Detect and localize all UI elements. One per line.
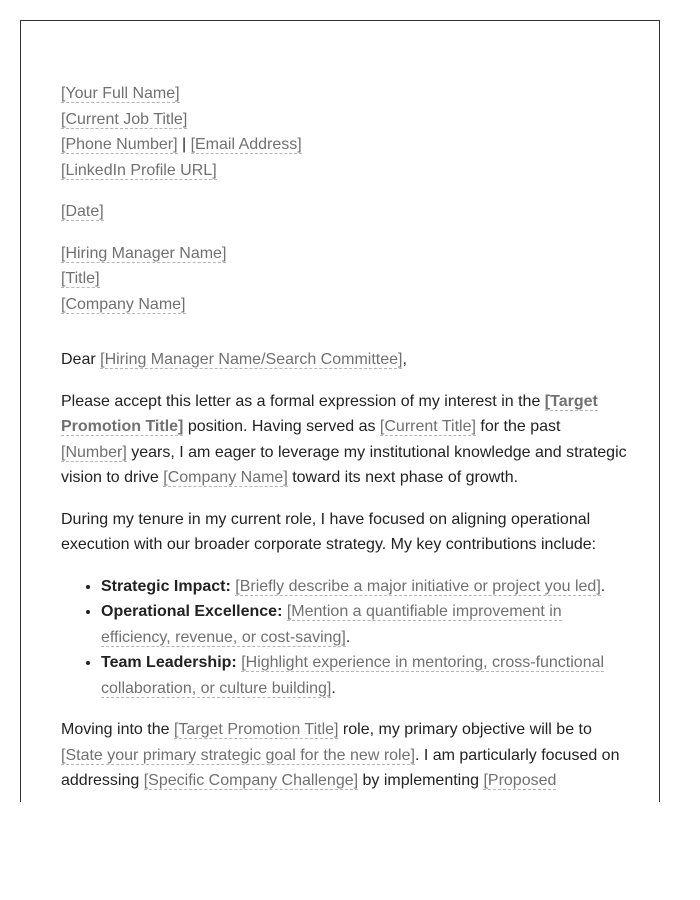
- recipient-manager-placeholder[interactable]: [Hiring Manager Name]: [61, 244, 227, 262]
- letter-page: [20, 20, 660, 802]
- objective-paragraph: [61, 717, 627, 794]
- date-placeholder[interactable]: [Date]: [61, 203, 104, 220]
- tenure-paragraph: During my tenure in my current role, I have focused on aligning operational execution with our broader corporate strategy. My key contributions include:: [61, 510, 597, 553]
- salutation-prefix: Dear: [61, 351, 101, 368]
- contribution-label: Strategic Impact:: [101, 577, 231, 595]
- objective-text-3: . I am particularly focused on addressing: [61, 746, 620, 789]
- salutation-suffix: ,: [402, 351, 407, 368]
- sender-phone-placeholder[interactable]: [Phone Number]: [61, 136, 178, 153]
- goal-placeholder[interactable]: [State your primary strategic goal for the new role]: [61, 746, 415, 764]
- objective-text-1: Moving into the: [61, 721, 174, 738]
- objective-text-2: role, my primary objective will be to: [338, 721, 592, 738]
- recipient-company-placeholder[interactable]: [Company Name]: [61, 295, 186, 313]
- contribution-placeholder[interactable]: [Highlight experience in mentoring, cross-functional collaboration, or culture building]: [101, 654, 605, 697]
- recipient-block: [61, 241, 627, 318]
- number-placeholder[interactable]: [Number]: [61, 443, 127, 461]
- list-item: [101, 574, 627, 600]
- contributions-list: [61, 574, 627, 702]
- contribution-end: .: [600, 577, 606, 595]
- list-item: [101, 599, 627, 650]
- date-block: [61, 199, 627, 225]
- target-title-placeholder-2[interactable]: [Target Promotion Title]: [173, 721, 339, 738]
- intro-text-4: years, I am eager to leverage my institutional knowledge and strategic vision to drive: [61, 443, 627, 486]
- current-title-placeholder[interactable]: [Current Title]: [379, 418, 476, 435]
- intro-text-1: Please accept this letter as a formal expression of my interest in the: [61, 392, 545, 410]
- objective-text-4: by implementing: [358, 772, 484, 789]
- company-name-placeholder[interactable]: [Company Name]: [163, 469, 288, 486]
- salutation: [61, 347, 627, 373]
- contribution-end: .: [331, 679, 336, 697]
- recipient-title-placeholder[interactable]: [Title]: [61, 270, 100, 287]
- intro-text-5: toward its next phase of growth.: [287, 469, 519, 486]
- intro-paragraph: [61, 389, 627, 491]
- contact-separator: |: [177, 136, 191, 153]
- sender-linkedin-placeholder[interactable]: [LinkedIn Profile URL]: [61, 161, 217, 179]
- contribution-placeholder[interactable]: [Briefly describe a major initiative or project you led]: [235, 577, 601, 595]
- contribution-placeholder[interactable]: [Mention a quantifiable improvement in efficiency, revenue, or cost-saving]: [101, 603, 562, 646]
- intro-text-3: for the past: [475, 418, 561, 435]
- letter-content: [61, 81, 627, 794]
- target-title-placeholder[interactable]: [Target Promotion Title]: [61, 392, 598, 435]
- sender-full-name-placeholder[interactable]: [Your Full Name]: [61, 85, 180, 102]
- contribution-label: Operational Excellence:: [101, 603, 283, 620]
- proposed-placeholder[interactable]: [Proposed: [483, 772, 557, 789]
- salutation-name-placeholder[interactable]: [Hiring Manager Name/Search Committee]: [100, 351, 403, 368]
- contribution-end: .: [345, 628, 351, 646]
- sender-block: [61, 81, 627, 183]
- sender-email-placeholder[interactable]: [Email Address]: [190, 136, 302, 153]
- contribution-label: Team Leadership:: [101, 654, 237, 671]
- sender-job-title-placeholder[interactable]: [Current Job Title]: [61, 110, 188, 128]
- list-item: [101, 650, 627, 701]
- intro-text-2: position. Having served as: [183, 418, 380, 435]
- challenge-placeholder[interactable]: [Specific Company Challenge]: [143, 772, 359, 789]
